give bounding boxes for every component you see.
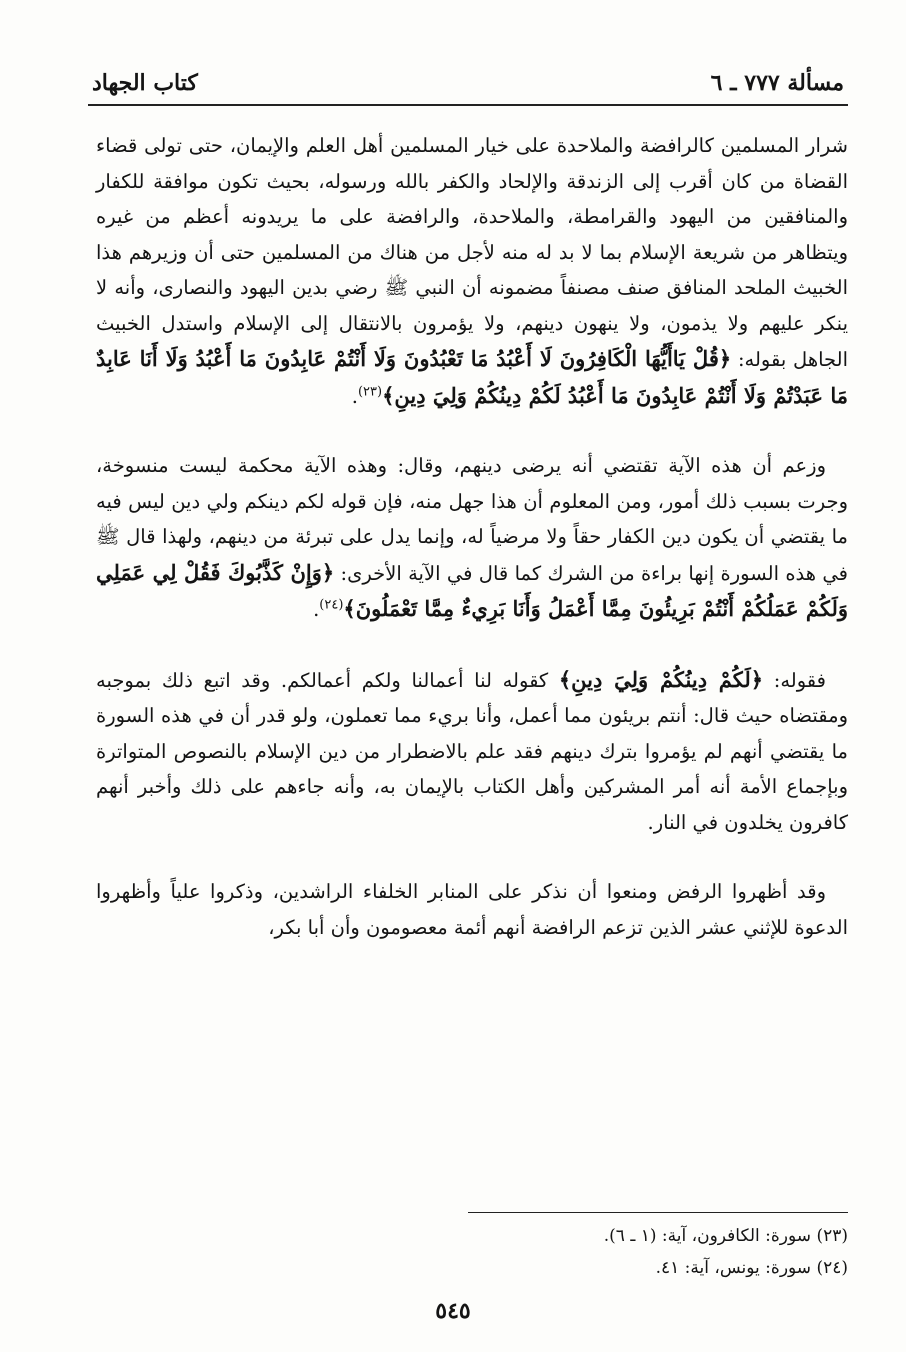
paragraph-text: فقوله: xyxy=(763,668,826,692)
paragraph xyxy=(96,128,848,414)
paragraph-text: . xyxy=(313,598,320,621)
quran-verse: ﴿لَكُمْ دِينُكُمْ وَلِيَ دِينِ﴾ xyxy=(558,666,764,692)
paragraph-text: وزعم أن هذه الآية تقتضي أنه يرضى دينهم، وقال: وهذه الآية محكمة ليست منسوخة، وجرت بسبب ذلك أمور، ومن المعلوم أن هذا جهل منه، فإن قوله لكم دينكم ولي دين ليس فيه ما يقتضي أن يكون دين الكفار حقاً ولا مرضياً له، وإنما يدل على تبرئة من دينهم، ولهذا قال ﷺ في هذه السورة إنها براءة من الشرك كما قال في الآية الأخرى: xyxy=(96,454,849,585)
running-header xyxy=(88,60,848,106)
paragraph-text: . xyxy=(351,384,358,408)
paragraph xyxy=(96,874,848,945)
paragraph-text: وقد أظهروا الرفض ومنعوا أن نذكر على المنابر الخلفاء الراشدين، وذكروا علياً وأظهروا الدعوة للإثني عشر الذين تزعم الرافضة أنهم أئمة معصومون وأن أبا بكر، xyxy=(96,880,848,939)
book-title: كتاب الجهاد xyxy=(92,70,198,96)
issue-reference: مسألة ٧٧٧ ـ ٦ xyxy=(710,70,844,96)
paragraph-text: شرار المسلمين كالرافضة والملاحدة على خيار المسلمين أهل العلم والإيمان، حتى تولى قضاء القضاة من كان أقرب إلى الزندقة والإلحاد والكفر بالله ورسوله، بحيث تكون موافقة للكفار والمنافقين من اليهود والقرامطة، والملاحدة، والرافضة على ما يريدونه أعظم من غيره ويتظاهر من شريعة الإسلام بما لا بد له منه لأجل من هناك من المسلمين حتى أن وزيرهم هذا الخبيث الملحد المنافق صنف مصنفاً مضمونه أن النبي ﷺ رضي بدين اليهود والنصارى، وأنه لا ينكر عليهم ولا يذمون، ولا ينهون دينهم، ولا يؤمرون بالانتقال إلى الإسلام واستدل الخبيث الجاهل بقوله: xyxy=(96,134,848,371)
quran-verse: ﴿وَإِنْ كَذَّبُوكَ فَقُلْ لِي عَمَلِي وَلَكُمْ عَمَلُكُمْ أَنْتُمْ بَرِيئُونَ مِمَّا أَعْمَلُ وَأَنَا بَرِيءٌ مِمَّا تَعْمَلُونَ﴾ xyxy=(96,559,848,621)
footnotes xyxy=(88,1220,848,1284)
footnote-reference: (٢٣) xyxy=(357,384,383,399)
paragraph-text: كقوله لنا أعمالنا ولكم أعمالكم. وقد اتبع ذلك بموجبه ومقتضاه حيث قال: أنتم بريئون مما أعمل، وأنا بريء مما تعملون، ولو قدر أن في هذه السورة ما يقتضي أنهم لم يؤمروا بترك دينهم فقد علم بالاضطرار من دين الإسلام بالنصوص المتواترة وبإجماع الأمة أنه أمر المشركين وأهل الكتاب بالإيمان به، وأنه جاءهم على ذلك وأخبر أنهم كافرون يخلدون في النار. xyxy=(96,668,848,834)
footnote-reference: (٢٤) xyxy=(319,597,344,613)
quran-verse: ﴿قُلْ يَاأَيُّهَا الْكَافِرُونَ لَا أَعْبُدُ مَا تَعْبُدُونَ وَلَا أَنْتُمْ عَابِدُونَ مَا أَعْبُدُ وَلَا أَنَا عَابِدٌ مَا عَبَدْتُمْ وَلَا أَنْتُمْ عَابِدُونَ مَا أَعْبُدُ لَكُمْ دِينُكُمْ وَلِيَ دِينِ﴾ xyxy=(96,346,848,408)
footnote-divider xyxy=(468,1212,848,1213)
paragraph xyxy=(96,662,848,841)
footnote: (٢٣) سورة: الكافرون، آية: (١ ـ ٦). xyxy=(603,1226,848,1246)
paragraph xyxy=(96,448,848,628)
main-text xyxy=(96,128,848,979)
page-number: ٥٤٥ xyxy=(435,1298,471,1324)
footnote: (٢٤) سورة: يونس، آية: ٤١. xyxy=(655,1258,848,1278)
